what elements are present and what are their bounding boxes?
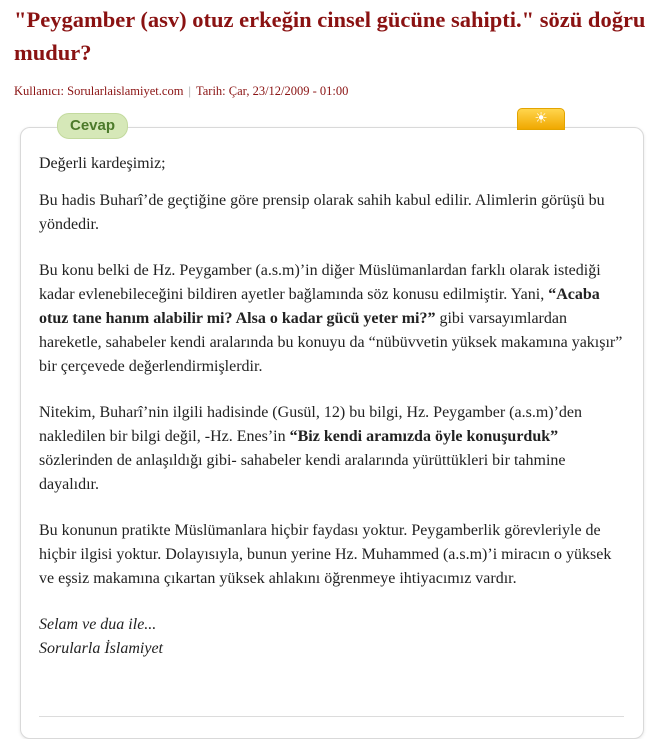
date-label: Tarih:: [195, 84, 226, 98]
sun-icon[interactable]: ☀: [517, 108, 565, 130]
paragraph-4: Bu konunun pratikte Müslümanlara hiçbir faydası yoktur. Peygamberlik görevleriyle de hiçbir ilgisi yoktur. Dolayısıyla, bunun yerine Hz. Muhammed (a.s.m)’i miracın o yüksek ve eşsiz makamına çıkartan yüksek ahlakını öğrenmeye ihtiyacımız vardır.: [39, 522, 612, 587]
paragraph-3-quote: “Biz kendi aramızda öyle konuşurduk”: [289, 428, 559, 445]
author-link[interactable]: Sorularlaislamiyet.com: [67, 84, 184, 98]
meta-separator: |: [188, 84, 192, 98]
paragraph-1: Bu hadis Buharî’de geçtiğine göre prensip olarak sahih kabul edilir. Alimlerin görüşü bu yöndedir.: [39, 192, 605, 233]
paragraph-2-quote: “Acaba otuz tane hanım alabilir mi? Alsa o kadar gücü yeter mi?”: [39, 286, 600, 327]
answer-badge: Cevap: [57, 113, 128, 139]
page-title: "Peygamber (asv) otuz erkeğin cinsel gücüne sahipti." sözü doğru mudur?: [14, 7, 646, 65]
post-date: Çar, 23/12/2009 - 01:00: [228, 84, 349, 98]
post-meta: [14, 84, 348, 99]
paragraph-3-text: Nitekim, Buharî’nin ilgili hadisinde (Gusül, 12) bu bilgi, Hz. Peygamber (a.s.m)’den nakledilen bir bilgi değil, -Hz. Enes’in: [39, 404, 583, 445]
greeting: Değerli kardeşimiz;: [39, 155, 166, 172]
paragraph-2-text: Bu konu belki de Hz. Peygamber (a.s.m)’in diğer Müslümanlardan farklı olarak istediği kadar evlenebileceğini bildiren ayetler bağlamında söz konusu edilmiştir. Yani,: [39, 262, 601, 303]
signature-greeting: Selam ve dua ile...: [39, 616, 157, 633]
paragraph-3-text-end: sözlerinden de anlaşıldığı gibi- sahabeler kendi aralarında yürüttükleri bir tahmine dayalıdır.: [39, 452, 566, 493]
paragraph-2-text-end: gibi varsayımlardan hareketle, sahabeler kendi aralarında bu konuyu da “nübüvvetin yüksek makamına yakışır” bir çerçevede değerlendirmişlerdir.: [39, 310, 623, 375]
paragraph-3: [39, 401, 625, 497]
divider: [39, 716, 624, 717]
user-label: Kullanıcı:: [14, 84, 64, 98]
answer-body: [39, 152, 625, 661]
signature-name: Sorularla İslamiyet: [39, 640, 163, 657]
paragraph-2: [39, 259, 625, 379]
